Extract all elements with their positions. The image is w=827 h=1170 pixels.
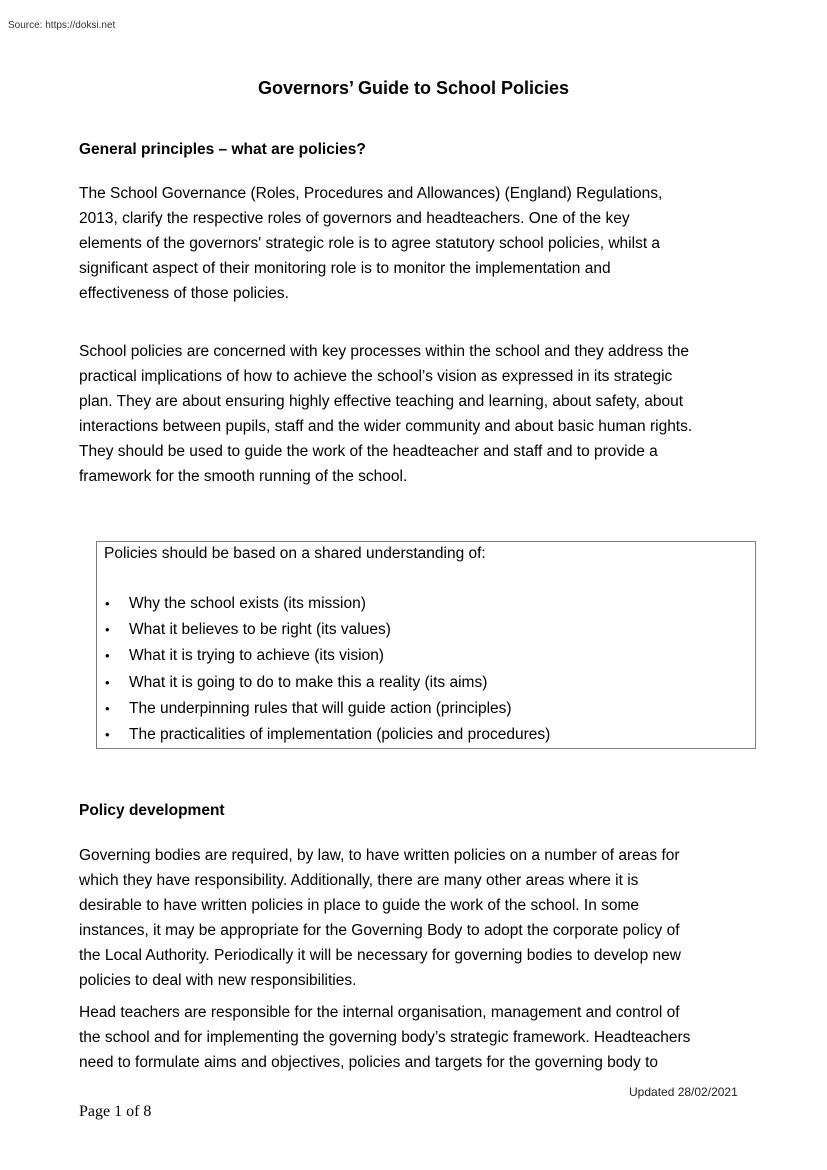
bullet-icon: • <box>105 674 110 690</box>
list-item-text: Why the school exists (its mission) <box>129 595 366 612</box>
shared-understanding-box <box>96 541 756 749</box>
text-line: The School Governance (Roles, Procedures and Allowances) (England) Regulations, <box>79 185 663 202</box>
paragraph-governing-bodies <box>79 843 759 993</box>
text-line: framework for the smooth running of the school. <box>79 468 408 485</box>
text-line: They should be used to guide the work of the headteacher and staff and to provide a <box>79 443 658 460</box>
text-line: effectiveness of those policies. <box>79 285 289 302</box>
page-number: Page 1 of 8 <box>79 1103 152 1120</box>
updated-date: Updated 28/02/2021 <box>629 1085 738 1099</box>
text-line: plan. They are about ensuring highly effective teaching and learning, about safety, about <box>79 393 684 410</box>
bullet-icon: • <box>105 700 110 716</box>
section-heading-general-principles: General principles – what are policies? <box>79 141 366 158</box>
list-item-text: The underpinning rules that will guide action (principles) <box>129 699 512 717</box>
text-line: policies to deal with new responsibilities. <box>79 972 357 989</box>
list-item-text: What it is trying to achieve (its vision) <box>129 647 384 665</box>
text-line: Governing bodies are required, by law, to have written policies on a number of areas for <box>79 847 680 864</box>
text-line: interactions between pupils, staff and the wider community and about basic human rights. <box>79 418 693 435</box>
section-heading-policy-development: Policy development <box>79 802 225 819</box>
text-line: need to formulate aims and objectives, policies and targets for the governing body to <box>79 1054 659 1071</box>
paragraph-regulations <box>79 181 759 306</box>
list-item-text: What it is going to do to make this a reality (its aims) <box>129 673 488 691</box>
text-line: which they have responsibility. Additionally, there are many other areas where it is <box>79 872 639 889</box>
text-line: 2013, clarify the respective roles of governors and headteachers. One of the key <box>79 210 630 227</box>
text-line: practical implications of how to achieve the school’s vision as expressed in its strategic <box>79 368 673 385</box>
text-line: School policies are concerned with key processes within the school and they address the <box>79 343 690 360</box>
page-title: Governors’ Guide to School Policies <box>257 78 570 98</box>
list-item-text: What it believes to be right (its values) <box>129 621 391 639</box>
text-line: Head teachers are responsible for the internal organisation, management and control of <box>79 1004 680 1021</box>
paragraph-head-teachers <box>79 1000 759 1075</box>
bullet-icon: • <box>105 622 110 638</box>
text-line: desirable to have written policies in place to guide the work of the school. In some <box>79 897 640 914</box>
list-item-text: The practicalities of implementation (policies and procedures) <box>129 725 551 743</box>
box-intro: Policies should be based on a shared understanding of: <box>104 545 486 562</box>
paragraph-school-policies <box>79 339 759 489</box>
bullet-icon: • <box>105 648 110 664</box>
text-line: instances, it may be appropriate for the Governing Body to adopt the corporate policy of <box>79 922 680 939</box>
bullet-icon: • <box>105 726 110 742</box>
text-line: elements of the governors' strategic role is to agree statutory school policies, whilst a <box>79 235 661 252</box>
text-line: significant aspect of their monitoring role is to monitor the implementation and <box>79 260 611 277</box>
text-line: the school and for implementing the governing body’s strategic framework. Headteachers <box>79 1029 691 1046</box>
source-note: Source: https://doksi.net <box>8 20 116 31</box>
text-line: the Local Authority. Periodically it will be necessary for governing bodies to develop new <box>79 947 681 964</box>
bullet-icon: • <box>105 596 110 611</box>
